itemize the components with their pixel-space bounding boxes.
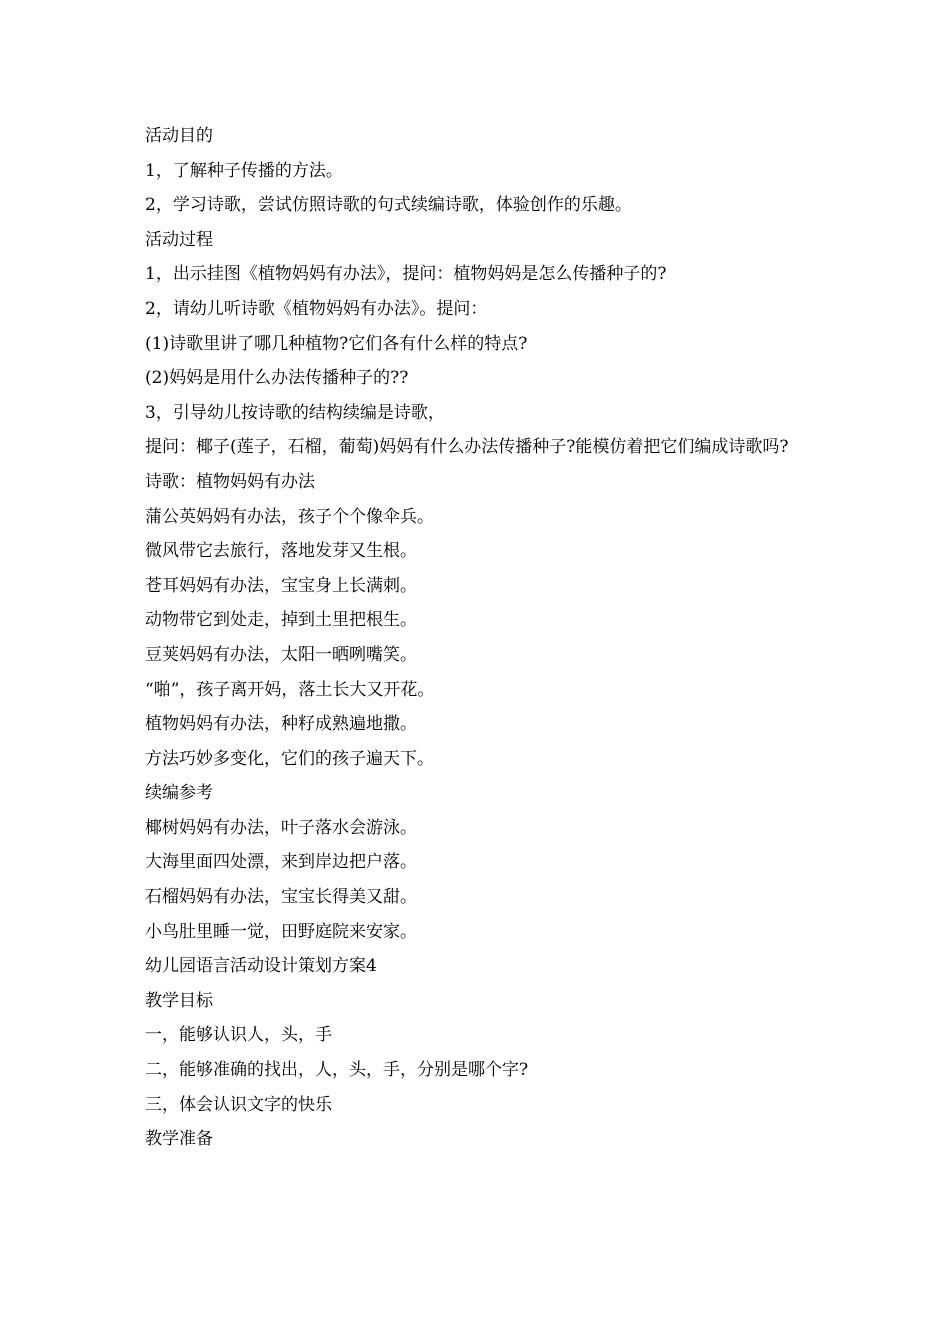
- teaching-goal-2: 二，能够准确的找出，人，头，手，分别是哪个字?: [145, 1060, 529, 1081]
- poem-line: 苍耳妈妈有办法，宝宝身上长满刺。: [145, 575, 417, 596]
- question-2: (2)妈妈是用什么办法传播种子的??: [145, 368, 409, 389]
- heading-activity-goals: 活动目的: [145, 126, 213, 146]
- heading-continuation-reference: 续编参考: [145, 783, 213, 804]
- process-step-1: 1，出示挂图《植物妈妈有办法》，提问：植物妈妈是怎么传播种子的?: [145, 264, 667, 285]
- poem-line: 豆荚妈妈有办法，太阳一晒咧嘴笑。: [145, 644, 417, 665]
- poem-line: 动物带它到处走，掉到土里把根生。: [145, 610, 417, 631]
- heading-teaching-preparation: 教学准备: [145, 1129, 213, 1150]
- reference-line: 椰树妈妈有办法，叶子落水会游泳。: [145, 817, 417, 838]
- process-step-3: 3，引导幼儿按诗歌的结构续编是诗歌，: [145, 402, 445, 423]
- reference-line: 小鸟肚里睡一觉，田野庭院来安家。: [145, 921, 417, 942]
- poem-title: 诗歌：植物妈妈有办法: [145, 471, 315, 492]
- goal-item-2: 2，学习诗歌，尝试仿照诗歌的句式续编诗歌，体验创作的乐趣。: [145, 195, 632, 216]
- reference-line: 大海里面四处漂，来到岸边把户落。: [145, 852, 417, 873]
- poem-line: 蒲公英妈妈有办法，孩子个个像伞兵。: [145, 506, 434, 527]
- heading-teaching-goals: 教学目标: [145, 990, 213, 1011]
- poem-line: 微风带它去旅行，落地发芽又生根。: [145, 541, 417, 562]
- teaching-goal-1: 一，能够认识人，头，手: [145, 1025, 332, 1046]
- section-title-plan-4: 幼儿园语言活动设计策划方案4: [145, 956, 377, 977]
- reference-line: 石榴妈妈有办法，宝宝长得美又甜。: [145, 887, 417, 908]
- poem-line: 植物妈妈有办法，种籽成熟遍地撒。: [145, 714, 417, 735]
- teaching-goal-3: 三，体会认识文字的快乐: [145, 1094, 332, 1115]
- goal-item-1: 1，了解种子传播的方法。: [145, 160, 343, 181]
- poem-line: 方法巧妙多变化，它们的孩子遍天下。: [145, 748, 434, 769]
- heading-activity-process: 活动过程: [145, 229, 213, 250]
- process-step-2: 2，请幼儿听诗歌《植物妈妈有办法》。提问：: [145, 298, 488, 319]
- question-continuation: 提问：椰子(莲子，石榴，葡萄)妈妈有什么办法传播种子?能模仿着把它们编成诗歌吗?: [145, 437, 789, 458]
- poem-line: “啪”，孩子离开妈，落土长大又开花。: [145, 679, 435, 700]
- document-body: [145, 119, 825, 1157]
- question-1: (1)诗歌里讲了哪几种植物?它们各有什么样的特点?: [145, 333, 528, 354]
